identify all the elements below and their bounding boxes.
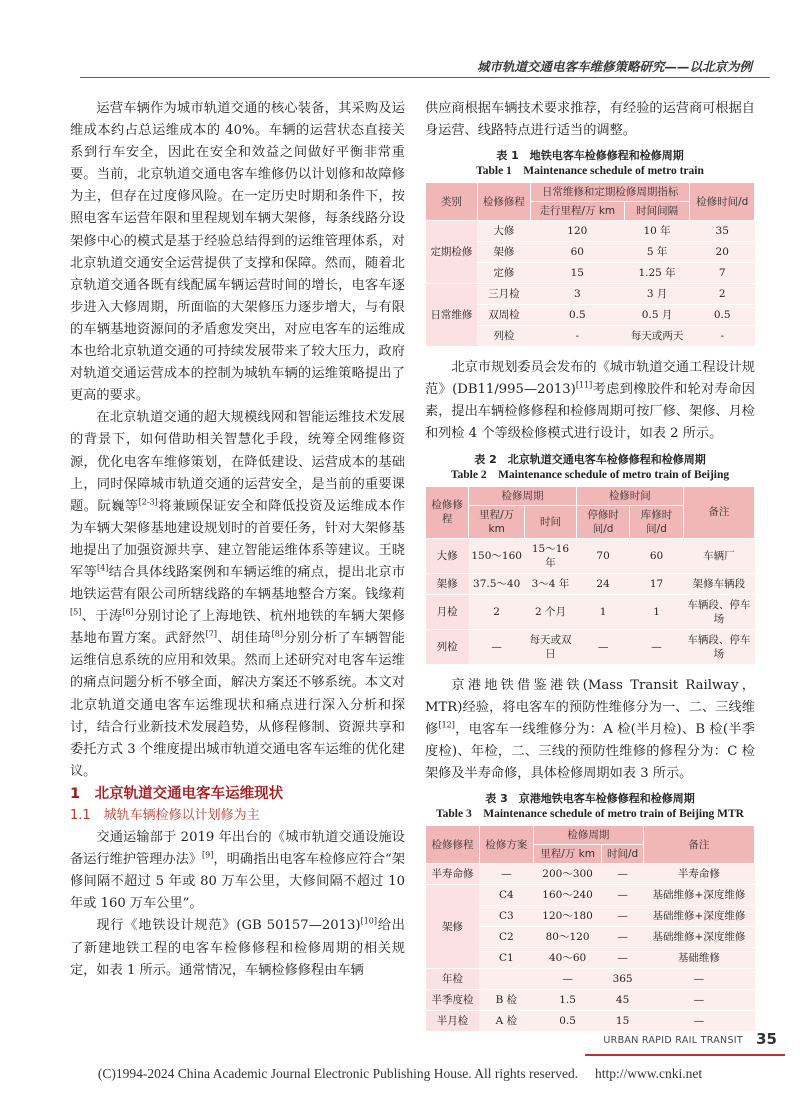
table-2 <box>425 486 755 665</box>
paragraph: 在北京轨道交通的超大规模线网和智能运维技术发展的背景下，如何借助相关智慧化手段，统筹全网维修资源，优化电客车维修策划，在降低建设、运营成本的基础上，同时保障城市轨道交通的运营安全，是当前的重要课题。阮巍等[2-3]将兼顾保证安全和降低投资及运维成本作为车辆大架修基地建设规划时的首要任务，针对大架修基地提出了加强资源共享、建立智能运维体系等建议。王晓军等[4]结合具体线路案例和车辆运维的痛点，提出北京市地铁运营有限公司所辖线路的车辆基地整合方案。钱缘莉[5]、于涛[6]分别讨论了上海地铁、杭州地铁的车辆大架修基地布置方案。武舒然[7]、胡佳琦[8]分别分析了车辆智能运维信息系统的应用和效果。然而上述研究对电客车运维的痛点问题分析不够全面，解决方案还不够系统。本文对北京轨道交通电客车运维现状和痛点进行深入分析和探讨，结合行业新技术发展趋势，从修程修制、资源共享和委托方式 3 个维度提出城市轨道交通电客车运维的优化建议。 <box>70 410 406 779</box>
table-row: 半月检 A 检 0.5 15 — <box>426 1011 755 1032</box>
running-title: 城市轨道交通电客车维修策略研究——以北京为例 <box>476 59 752 74</box>
table-row: 架修 C4 160～240 — 基础维修+深度维修 <box>426 885 755 906</box>
table-row: 双周检 0.5 0.5 月 0.5 <box>426 305 755 326</box>
table-header: 备注 <box>643 826 754 864</box>
table-header: 日常维修和定期检修周期指标 <box>530 183 690 202</box>
table-header: 检修周期 <box>533 826 643 845</box>
table-row: 定期检修 大修 120 10 年 35 <box>426 221 755 242</box>
table-header: 里程/万 km <box>533 845 601 864</box>
table-row: C3 120～180 — 基础维修+深度维修 <box>426 906 755 927</box>
table-header: 时间 <box>525 505 577 538</box>
paragraph: 运营车辆作为城市轨道交通的核心装备，其采购及运维成本约占总运维成本的 40%。车辆的运营状态直接关系到行车安全，因此在安全和效益之间做好平衡非常重要。当前，北京轨道交通电客车维修仍以计划修和故障修为主，但存在过度修风险。在一定历史时期和条件下，按照电客车运营年限和里程规划车辆大架修，每条线路分设架修中心的模式是基于经验总结得到的运维管理体系，对北京轨道交通安全运营提供了支撑和保障。然而，随着北京轨道交通各既有线配属车辆运营时间的增长，电客车逐步进入大修周期，所面临的大架修压力逐步增大，与有限的车辆基地资源间的矛盾愈发突出，对应电客车的运维成本也给北京轨道交通的可持续发展带来了较大压力，政府对轨道交通运营成本的控制为城轨车辆的运维策略提出了更高的要求。 <box>70 101 405 404</box>
table-header: 停修时间/d <box>576 505 629 538</box>
table-header: 检修修程 <box>477 183 530 221</box>
table-row: C1 40～60 — 基础维修 <box>426 948 755 969</box>
table-header: 走行里程/万 km <box>530 202 624 221</box>
table-row: 半季度检 B 检 1.5 45 — <box>426 990 755 1011</box>
paragraph: 京港地铁借鉴港铁(Mass Transit Railway，MTR)经验，将电客车的预防性维修分为一、二、三线维修[12]，电客车一线维修分为：A 检(半月检)、B 检(半季度检)、年检，二、三线的预防性维修的修程分为：C 检架修及半寿命修，具体检修周期如表 3 所示。 <box>425 677 755 781</box>
table-3-caption-en: Table 3 Maintenance schedule of metro train of Beijing MTR <box>436 808 744 821</box>
section-heading: 1 北京轨道交通电客车运维现状 <box>70 785 284 802</box>
paragraph: 供应商根据车辆技术要求推荐，有经验的运营商可根据自身运营、线路特点进行适当的调整。 <box>425 101 755 139</box>
journal-name: URBAN RAPID RAIL TRANSIT <box>603 1035 743 1046</box>
table-3 <box>425 825 755 1032</box>
left-column <box>70 98 405 982</box>
page-number: 35 <box>756 1030 777 1048</box>
table-row: 月检 2 2 个月 1 1 车辆段、停车场 <box>426 594 755 629</box>
table-header: 时间/d <box>602 845 644 864</box>
table-row: 定修 15 1.25 年 7 <box>426 263 755 284</box>
table-header: 检修周期 <box>469 486 577 505</box>
table-3-caption: 表 3 京港地铁电客车检修修程和检修周期 <box>485 792 695 806</box>
table-row: C2 80～120 — 基础维修+深度维修 <box>426 927 755 948</box>
paragraph: 现行《地铁设计规范》(GB 50157—2013)[10]给出了新建地铁工程的电客车检修修程和检修周期的相关规定，如表 1 所示。通常情况，车辆检修修程由车辆 <box>70 917 405 978</box>
table-row: 年检 — 365 — <box>426 969 755 990</box>
table-header: 里程/万 km <box>469 505 525 538</box>
footer-rule <box>585 1054 785 1056</box>
table-1-caption-en: Table 1 Maintenance schedule of metro train <box>476 165 704 178</box>
table-row: 日常维修 三月检 3 3 月 2 <box>426 284 755 305</box>
table-row: 架修 60 5 年 20 <box>426 242 755 263</box>
table-header: 检修时间/d <box>690 183 755 221</box>
table-row: 大修 150～160 15～16 年 70 60 车辆厂 <box>426 538 755 573</box>
table-header: 类别 <box>426 183 478 221</box>
header-rule <box>80 77 770 78</box>
table-row: 半寿命修 — 200～300 — 半寿命修 <box>426 864 755 885</box>
table-header: 备注 <box>683 486 754 538</box>
table-header: 检修时间 <box>576 486 683 505</box>
table-2-caption: 表 2 北京轨道交通电客车检修修程和检修周期 <box>474 452 706 466</box>
subsection-heading: 1.1 城轨车辆检修以计划修为主 <box>70 808 260 823</box>
table-1-caption: 表 1 地铁电客车检修修程和检修周期 <box>496 149 684 163</box>
running-header <box>0 45 800 79</box>
table-header: 时间间隔 <box>624 202 690 221</box>
copyright-line: (C)1994-2024 China Academic Journal Electronic Publishing House. All rights reserved. http://www.cnki.net <box>97 1066 703 1081</box>
right-column <box>425 98 755 1042</box>
table-1 <box>425 182 755 347</box>
paragraph: 交通运输部于 2019 年出台的《城市轨道交通设施设备运行维护管理办法》[9]，明确指出电客车检修应符合“架修间隔不超过 5 年或 80 万车公里，大修间隔不超过 10 年或 160 万车公里”。 <box>70 830 406 912</box>
table-row: 列检 — 每天或双日 — — 车辆段、停车场 <box>426 629 755 664</box>
table-row: 架修 37.5～40 3～4 年 24 17 架修车辆段 <box>426 573 755 594</box>
table-header: 检修方案 <box>479 826 533 864</box>
table-2-caption-en: Table 2 Maintenance schedule of metro train of Beijing <box>450 468 730 481</box>
paragraph: 北京市规划委员会发布的《城市轨道交通工程设计规范》(DB11/995—2013)[11]考虑到橡胶件和轮对寿命因素，提出车辆检修修程和检修周期可按厂修、架修、月检和列检 4 个等级检修模式进行设计，如表 2 所示。 <box>425 360 755 442</box>
footer-journal-badge <box>585 1028 785 1056</box>
table-header: 库修时间/d <box>630 505 683 538</box>
table-header: 检修修程 <box>426 486 469 538</box>
table-header: 检修修程 <box>426 826 480 864</box>
table-row: 列检 - 每天或两天 - <box>426 326 755 347</box>
